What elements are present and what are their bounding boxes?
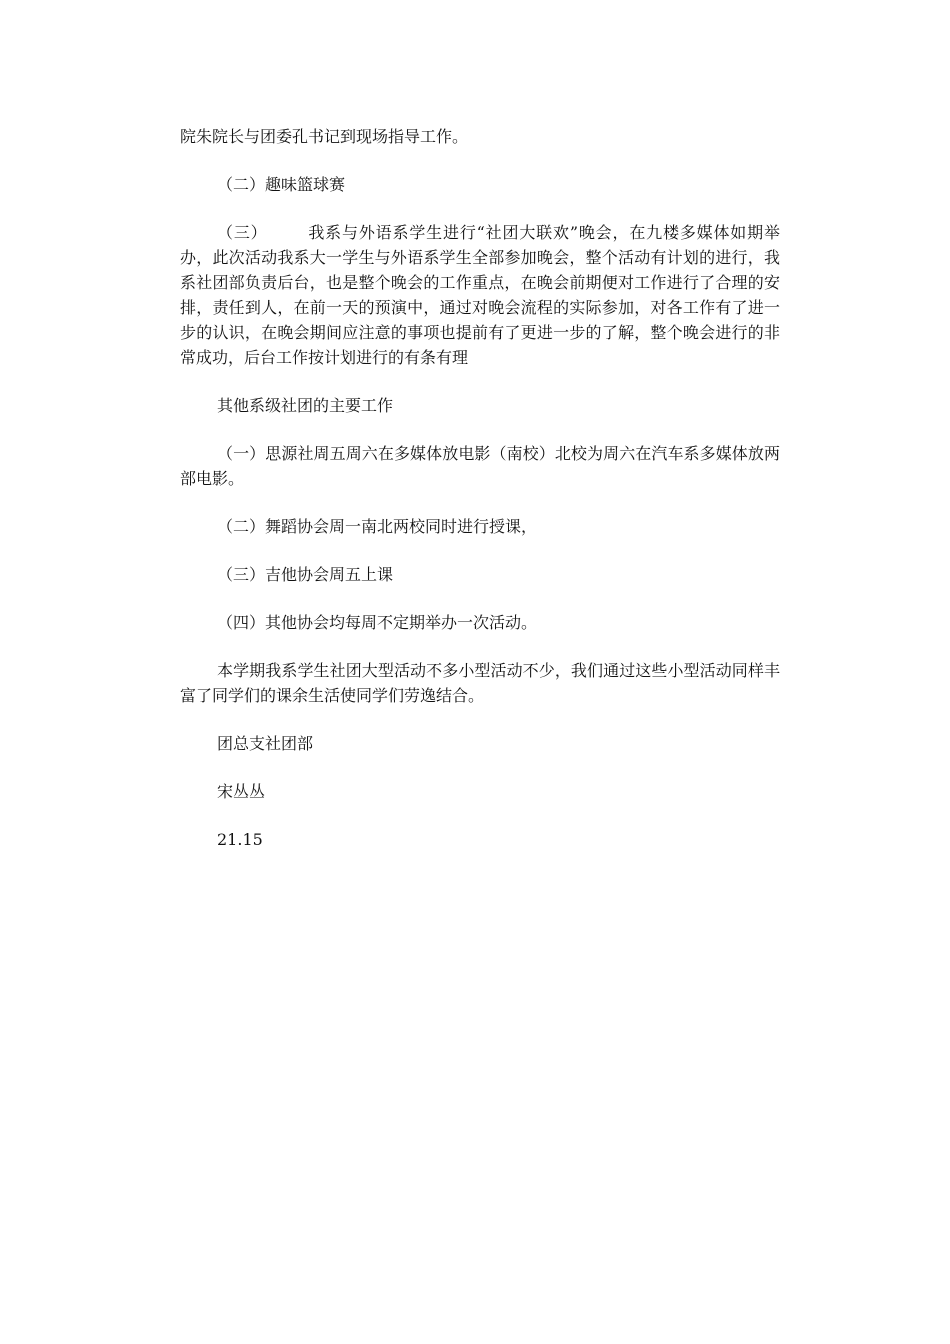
signature-date: 21.15 [217, 830, 263, 849]
list-item-dance-association: （二）舞蹈协会周一南北两校同时进行授课， [217, 517, 538, 536]
list-item-siyuan-club: （一）思源社周五周六在多媒体放电影（南校）北校为周六在汽车系多媒体放两部电影。 [180, 444, 780, 488]
list-item-other-associations: （四）其他协会均每周不定期举办一次活动。 [217, 613, 538, 632]
paragraph-gala-description [180, 220, 780, 370]
document-body [180, 124, 780, 875]
list-item-guitar-association: （三）吉他协会周五上课 [217, 565, 394, 584]
gala-prefix: （三） [217, 223, 268, 242]
paragraph-intro-line: 院朱院长与团委孔书记到现场指导工作。 [180, 127, 469, 146]
signature-department: 团总支社团部 [217, 734, 314, 753]
signature-author: 宋丛丛 [217, 782, 266, 801]
gala-text: 我系与外语系学生进行“社团大联欢”晚会，在九楼多媒体如期举办，此次活动我系大一学生与外语系学生全部参加晚会，整个活动有计划的进行，我系社团部负责后台，也是整个晚会的工作重点，在晚会前期便对工作进行了合理的安排，责任到人，在前一天的预演中，通过对晚会流程的实际参加，对各工作有了进一步的认识，在晚会期间应注意的事项也提前有了更进一步的了解，整个晚会进行的非常成功，后台工作按计划进行的有条有理 [180, 223, 780, 367]
section-other-clubs-heading: 其他系级社团的主要工作 [217, 396, 394, 415]
section-basketball-heading: （二）趣味篮球赛 [217, 175, 346, 194]
paragraph-semester-summary: 本学期我系学生社团大型活动不多小型活动不少，我们通过这些小型活动同样丰富了同学们的课余生活使同学们劳逸结合。 [180, 661, 780, 705]
